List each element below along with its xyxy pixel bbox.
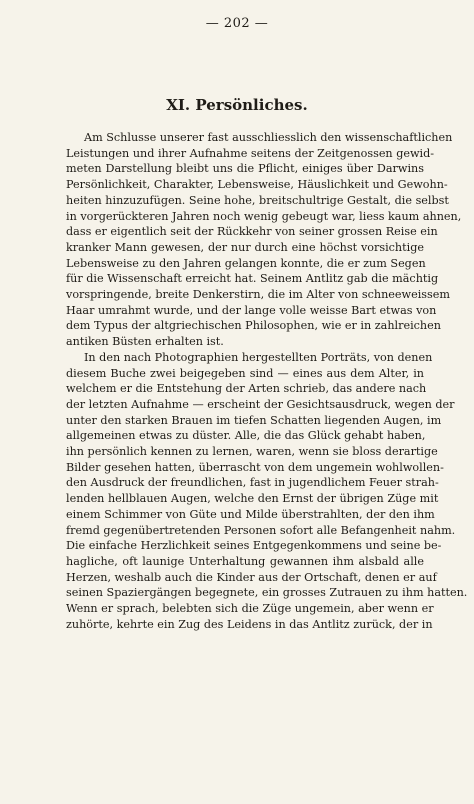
text-line: Am Schlusse unserer fast ausschliesslich den wissenschaftlichen: [84, 131, 453, 144]
text-line: Die einfache Herzlichkeit seines Entgegenkommens und seine be-: [66, 539, 442, 553]
text-line: heiten hinzuzufügen. Seine hohe, breitschultrige Gestalt, die selbst: [66, 193, 449, 207]
text-line: Haar umrahmt wurde, und der lange volle weisse Bart etwas von: [66, 303, 437, 317]
paragraph-1: [66, 130, 462, 350]
paragraph-2: [66, 350, 468, 633]
text-line: allgemeinen etwas zu düster. Alle, die das Glück gehabt haben,: [66, 429, 426, 443]
text-line: Bilder gesehen hatten, überrascht von dem ungemein wohlwollen-: [66, 460, 444, 474]
text-line: dass er eigentlich seit der Rückkehr von seiner grossen Reise ein: [66, 225, 438, 239]
text-line: meten Darstellung bleibt uns die Pflicht, einiges über Darwins: [66, 162, 424, 176]
text-line: dem Typus der altgriechischen Philosophen, wie er in zahlreichen: [66, 319, 441, 333]
text-line: Wenn er sprach, belebten sich die Züge ungemein, aber wenn er: [66, 602, 434, 616]
text-line: Leistungen und ihrer Aufnahme seitens der Zeitgenossen gewid-: [66, 146, 435, 160]
text-line: Persönlichkeit, Charakter, Lebensweise, Häuslichkeit und Gewohn-: [66, 178, 448, 192]
text-line: diesem Buche zwei beigegeben sind — eines aus dem Alter, in: [66, 366, 424, 380]
text-line: kranker Mann gewesen, der nur durch eine höchst vorsichtige: [66, 240, 424, 254]
text-line: den Ausdruck der freundlichen, fast in jugendlichem Feuer strah-: [66, 476, 439, 490]
text-line: welchem er die Entstehung der Arten schrieb, das andere nach: [66, 382, 427, 396]
text-line: seinen Spaziergängen begegnete, ein grosses Zutrauen zu ihm hatten.: [66, 586, 468, 600]
text-line: Lebensweise zu den Jahren gelangen konnte, die er zum Segen: [66, 256, 426, 270]
chapter-title: XI. Persönliches.: [166, 96, 308, 114]
text-line: einem Schimmer von Güte und Milde überstrahlten, der den ihm: [66, 507, 435, 521]
text-line: der letzten Aufnahme — erscheint der Gesichtsausdruck, wegen der: [66, 397, 455, 411]
text-line: zuhörte, kehrte ein Zug des Leidens in das Antlitz zurück, der in: [66, 617, 433, 631]
text-line: antiken Büsten erhalten ist.: [66, 335, 224, 349]
text-line: fremd gegenübertretenden Personen sofort alle Befangenheit nahm.: [66, 523, 456, 537]
text-line: lenden hellblauen Augen, welche den Ernst der übrigen Züge mit: [66, 492, 439, 506]
text-line: ihn persönlich kennen zu lernen, waren, wenn sie bloss derartige: [66, 445, 438, 459]
text-line: in vorgerückteren Jahren noch wenig gebeugt war, liess kaum ahnen,: [66, 209, 462, 223]
text-line: hagliche, oft launige Unterhaltung gewannen ihm alsbald alle: [66, 554, 424, 568]
page-number: — 202 —: [205, 16, 269, 31]
text-line: In den nach Photographien hergestellten Porträts, von denen: [84, 350, 433, 364]
text-line: für die Wissenschaft erreicht hat. Seinem Antlitz gab die mächtig: [66, 272, 439, 286]
text-line: vorspringende, breite Denkerstirn, die im Alter von schneeweissem: [66, 288, 451, 302]
body-text: [66, 130, 468, 633]
text-line: unter den starken Brauen im tiefen Schatten liegenden Augen, im: [66, 413, 442, 427]
text-line: Herzen, weshalb auch die Kinder aus der Ortschaft, denen er auf: [66, 570, 437, 584]
